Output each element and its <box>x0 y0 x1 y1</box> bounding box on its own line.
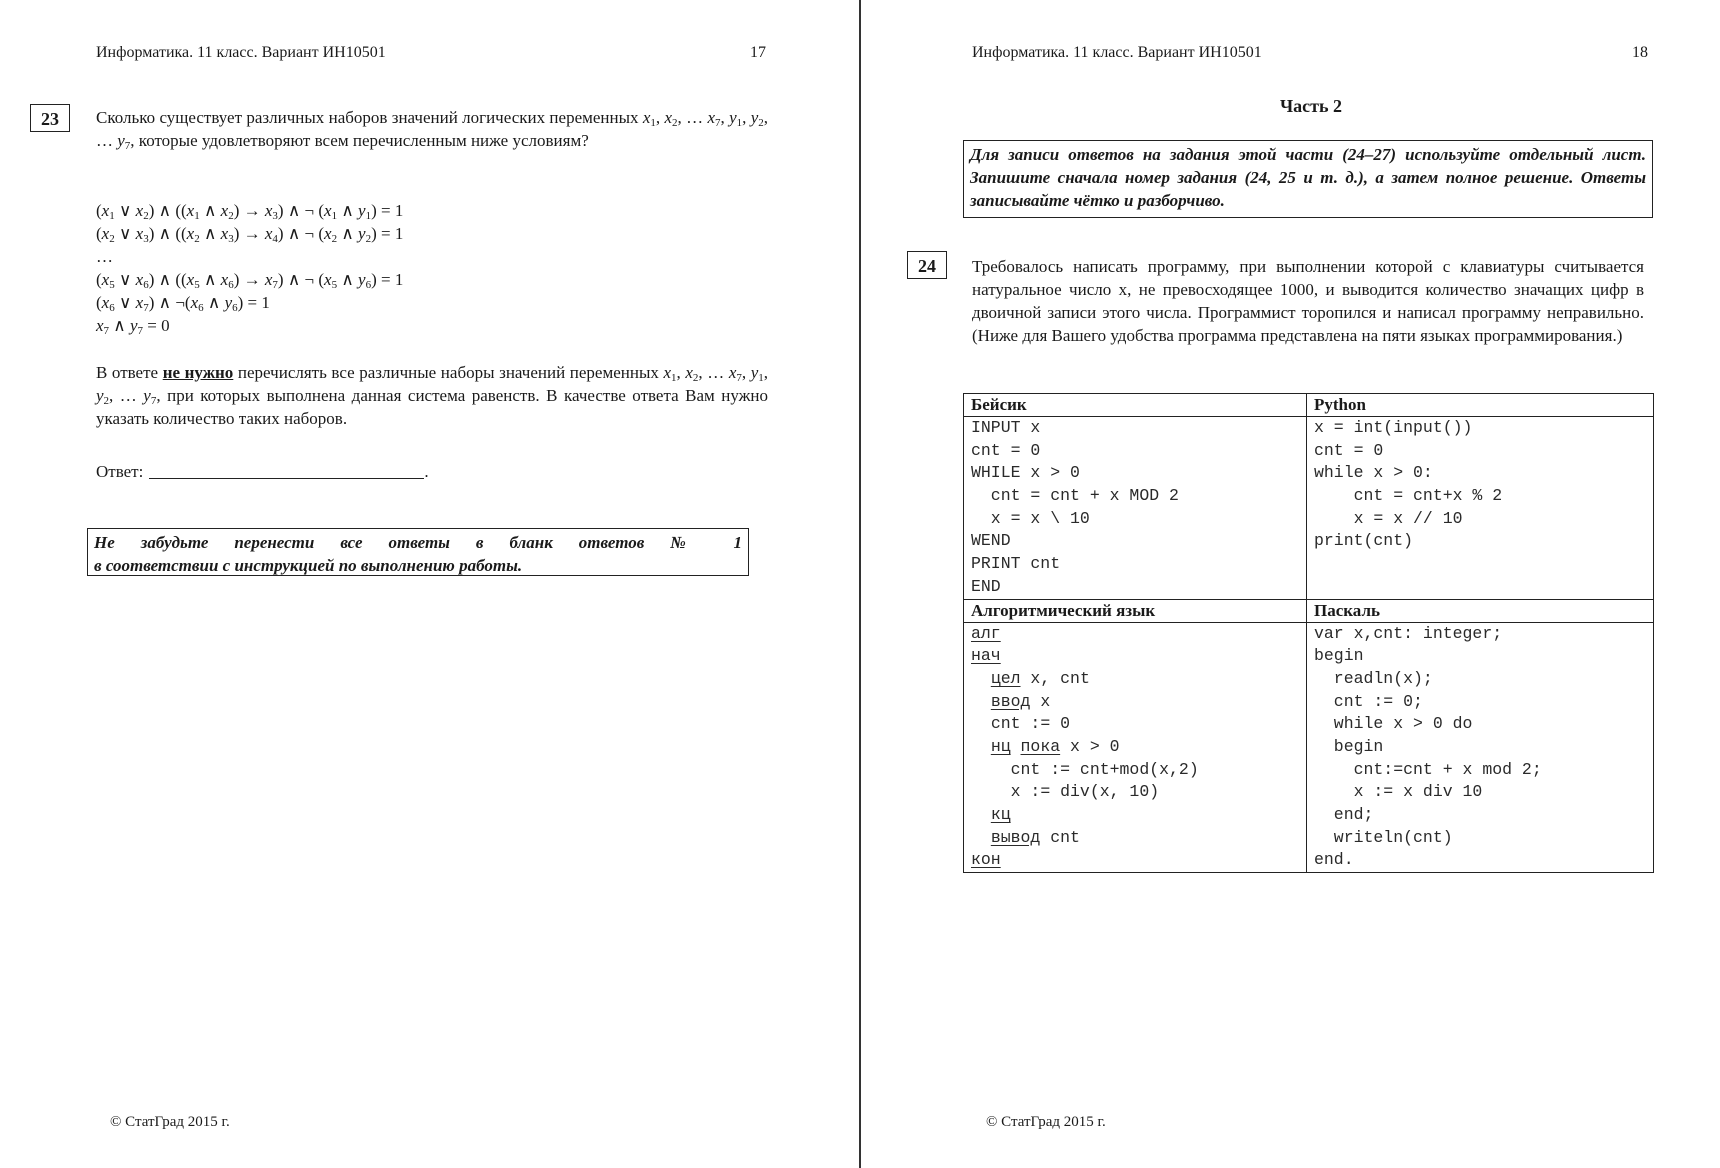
code-line: begin <box>1314 646 1364 666</box>
code-line: PRINT cnt <box>971 554 1061 574</box>
formula-line-3: … <box>96 247 113 266</box>
code-line: нц пока x > 0 <box>990 736 1120 756</box>
task-note: В ответе не нужно перечислять все различные наборы значений переменных $x_1$, $x_2$, … $x_7$, $y_1$, $y_2$, … $y_7$, при которых выполнена данная система равенств. В качестве ответа Вам нужно указать количество таких наборов. <box>96 363 769 428</box>
formula-line-4: ($x_5$ ∨ $x_6$) ∧ (($x_5$ ∧ $x_6) \to x_7$) ∧ ¬ ($x_5$ ∧ $y_6) = 1$ <box>96 270 404 291</box>
code-line <box>971 849 1299 872</box>
page-number: 17 <box>750 44 766 61</box>
page-divider <box>859 0 861 1168</box>
page-header: Информатика. 11 класс. Вариант ИН10501 <box>96 44 386 61</box>
code-line: cnt := cnt+mod(x,2) <box>1010 759 1199 779</box>
answer-end: . <box>424 462 429 481</box>
page-header: Информатика. 11 класс. Вариант ИН10501 <box>972 44 1262 61</box>
right-page <box>862 0 1720 1168</box>
pascal-code-cell <box>1307 622 1654 873</box>
pascal-header: Паскаль <box>1307 599 1654 622</box>
code-line: WEND <box>971 531 1011 551</box>
reminder-box <box>87 528 749 576</box>
code-table <box>963 393 1654 873</box>
task-text: Требовалось написать программу, при выполнении которой с клавиатуры считывается натуральное число x, не превосходящее 1000, и выводится количество значащих цифр в двоичной записи этого числа. Программист торопился и написал программу неправильно. (Ниже для Вашего удобства программа представлена на пяти языках программирования.) <box>972 257 1644 345</box>
keyword: нач <box>971 646 1001 666</box>
code-line <box>971 623 1299 646</box>
code-line: вывод cnt <box>990 827 1080 847</box>
keyword: пока <box>1020 736 1061 756</box>
formula-line-6: $x_7$ ∧ $y_7 = 0$ <box>96 316 170 337</box>
code-line: begin <box>1314 736 1384 756</box>
python-code-cell <box>1307 417 1654 600</box>
code-line: cnt = cnt + x MOD 2 <box>971 486 1179 506</box>
task-number-box: 24 <box>907 251 947 279</box>
formula-line-5: ($x_6$ ∨ $x_7$) ∧ $\neg(x_6$ ∧ $y_6) = 1$ <box>96 293 270 314</box>
code-line: END <box>971 576 1001 596</box>
code-line: cnt = 0 <box>1314 440 1384 460</box>
code-line: cnt := 0; <box>1314 691 1423 711</box>
code-line: x := x div 10 <box>1314 782 1483 802</box>
code-line: while x > 0: <box>1314 463 1433 483</box>
formula-line-2: ($x_2$ ∨ $x_3$) ∧ (($x_2$ ∧ $x_3) \to x_4$) ∧ ¬ ($x_2$ ∧ $y_2) = 1$ <box>96 224 404 245</box>
keyword: алг <box>971 623 1001 643</box>
code-line: цел x, cnt <box>990 668 1090 688</box>
code-line: ввод x <box>990 691 1051 711</box>
page-footer: © СтатГрад 2015 г. <box>986 1114 1106 1130</box>
code-line: cnt:=cnt + x mod 2; <box>1314 759 1542 779</box>
code-line: readln(x); <box>1314 668 1433 688</box>
algo-code-cell <box>964 622 1307 873</box>
basic-header: Бейсик <box>964 394 1307 417</box>
keyword: цел <box>990 668 1021 688</box>
keyword: кц <box>990 805 1011 824</box>
reminder-line-2: в соответствии с инструкцией по выполнению работы. <box>94 556 523 575</box>
code-line: cnt = cnt+x % 2 <box>1314 486 1503 506</box>
page-footer: © СтатГрад 2015 г. <box>110 1114 230 1130</box>
formula-line-1: ($x_1$ ∨ $x_2$) ∧ (($x_1$ ∧ $x_2) \to x_3$) ∧ ¬ ($x_1$ ∧ $y_1) = 1$ <box>96 201 404 222</box>
code-line <box>971 804 1299 827</box>
code-line: x = x // 10 <box>1314 508 1463 528</box>
answer-blank[interactable] <box>149 462 424 479</box>
algo-header: Алгоритмический язык <box>964 599 1307 622</box>
keyword: кон <box>971 850 1001 870</box>
code-line: var x,cnt: integer; <box>1314 623 1503 643</box>
code-line: WHILE x > 0 <box>971 463 1080 483</box>
basic-code-cell <box>964 417 1307 600</box>
code-line: writeln(cnt) <box>1314 827 1453 847</box>
note-prefix: В ответе <box>96 363 159 382</box>
keyword: вывод <box>990 827 1041 847</box>
code-line: cnt = 0 <box>971 440 1041 460</box>
instructions-box: Для записи ответов на задания этой части (24–27) используйте отдельный лист. Запишите сначала номер задания (24, 25 и т. д.), а затем полное решение. Ответы записывайте чётко и разборчиво. <box>963 140 1653 218</box>
reminder-line-1: Не забудьте перенести все ответы в бланк ответов № 1 <box>94 533 742 552</box>
code-line: end; <box>1314 805 1374 824</box>
python-header: Python <box>1307 394 1654 417</box>
code-line: cnt := 0 <box>990 714 1071 734</box>
code-line: end. <box>1314 850 1354 870</box>
answer-field[interactable] <box>96 462 429 482</box>
answer-label: Ответ: <box>96 462 144 481</box>
note-emphasis: не нужно <box>162 363 234 382</box>
code-line: while x > 0 do <box>1314 714 1473 734</box>
code-line: print(cnt) <box>1314 531 1414 551</box>
code-line: x = x \ 10 <box>971 508 1090 528</box>
keyword: нц <box>990 736 1011 756</box>
code-line: INPUT x <box>971 418 1041 437</box>
code-line: x = int(input()) <box>1314 418 1473 437</box>
task-number-box: 23 <box>30 104 70 132</box>
code-line <box>971 645 1299 668</box>
formula-system <box>96 199 403 337</box>
keyword: ввод <box>990 691 1031 711</box>
code-line: x := div(x, 10) <box>1010 782 1160 802</box>
task-question: Сколько существует различных наборов значений логических переменных $x_1$, $x_2$, … $x_7$, $y_1$, $y_2$, … $y_7$, которые удовлетворяют всем перечисленным ниже условиям? <box>96 108 768 152</box>
part-title: Часть 2 <box>1279 96 1343 116</box>
page-number: 18 <box>1632 44 1648 61</box>
